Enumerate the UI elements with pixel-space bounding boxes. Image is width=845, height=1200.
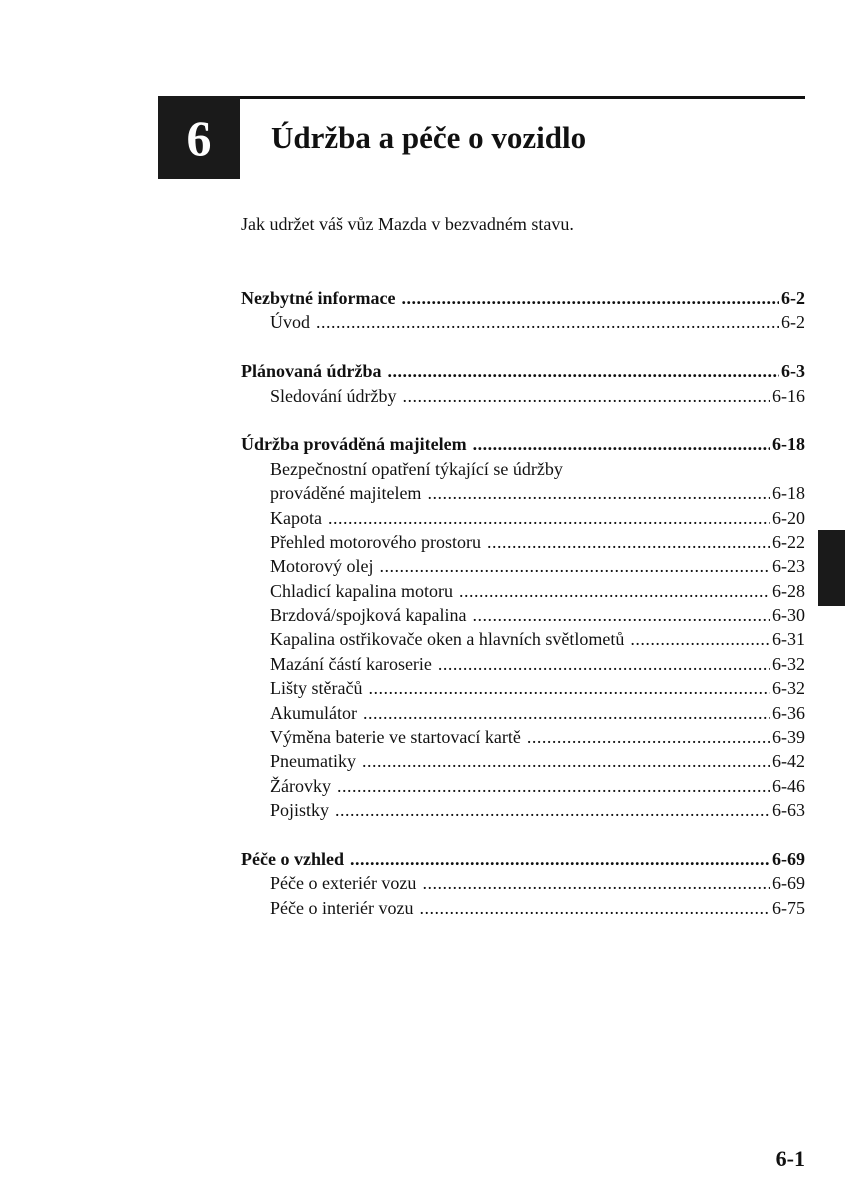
toc-section bbox=[241, 847, 805, 920]
dot-leader bbox=[368, 676, 770, 700]
chapter-side-tab bbox=[818, 530, 845, 606]
toc-entry-label: Žárovky bbox=[270, 775, 331, 796]
toc-entry[interactable] bbox=[241, 701, 805, 725]
toc-entry[interactable] bbox=[241, 652, 805, 676]
toc-entry[interactable] bbox=[241, 774, 805, 798]
toc-entry[interactable] bbox=[241, 871, 805, 895]
dot-leader bbox=[380, 554, 771, 578]
toc-entry-page: 6-32 bbox=[772, 653, 805, 674]
toc-entry[interactable] bbox=[241, 627, 805, 651]
toc-entry-page: 6-63 bbox=[772, 800, 805, 821]
toc-entry-label: Bezpečnostní opatření týkající se údržby bbox=[270, 458, 563, 479]
toc-entry-page: 6-28 bbox=[772, 580, 805, 601]
toc-entry-label: Péče o interiér vozu bbox=[270, 897, 414, 918]
toc-entry[interactable] bbox=[241, 554, 805, 578]
dot-leader bbox=[363, 701, 770, 725]
dot-leader bbox=[438, 652, 770, 676]
dot-leader bbox=[427, 481, 770, 505]
dot-leader bbox=[335, 798, 770, 822]
toc-entry[interactable] bbox=[241, 457, 805, 481]
toc-entry-label: Lišty stěračů bbox=[270, 678, 363, 699]
dot-leader bbox=[527, 725, 770, 749]
toc-entry[interactable] bbox=[241, 506, 805, 530]
toc-entry-page: 6-75 bbox=[772, 897, 805, 918]
toc-entry-page: 6-30 bbox=[772, 605, 805, 626]
toc-entry[interactable] bbox=[241, 798, 805, 822]
toc-section bbox=[241, 359, 805, 408]
toc-entry-page: 6-23 bbox=[772, 556, 805, 577]
dot-leader bbox=[422, 871, 770, 895]
toc-section-heading[interactable] bbox=[241, 847, 805, 871]
toc-entry[interactable] bbox=[241, 530, 805, 554]
toc-entry-page: 6-20 bbox=[772, 507, 805, 528]
dot-leader bbox=[419, 896, 770, 920]
toc-section-heading[interactable] bbox=[241, 432, 805, 456]
toc-entry-continuation-label: prováděné majitelem bbox=[270, 483, 422, 504]
toc-entry-page: 6-36 bbox=[772, 702, 805, 723]
toc-entry[interactable] bbox=[241, 310, 805, 334]
toc-section-heading-label: Nezbytné informace bbox=[241, 288, 396, 308]
toc-entry-label: Motorový olej bbox=[270, 556, 374, 577]
dot-leader bbox=[316, 310, 779, 334]
dot-leader bbox=[472, 603, 770, 627]
toc-entry-page: 6-22 bbox=[772, 531, 805, 552]
toc-entry-page: 6-39 bbox=[772, 727, 805, 748]
toc-entry-label: Přehled motorového prostoru bbox=[270, 531, 481, 552]
toc-entry-label: Brzdová/spojková kapalina bbox=[270, 605, 467, 626]
toc-section-heading-page: 6-3 bbox=[781, 361, 805, 382]
toc-entry[interactable] bbox=[241, 603, 805, 627]
toc-entry-label: Chladicí kapalina motoru bbox=[270, 580, 453, 601]
toc-entry[interactable] bbox=[241, 896, 805, 920]
dot-leader bbox=[328, 506, 770, 530]
toc-entry-label: Pojistky bbox=[270, 800, 330, 821]
dot-leader bbox=[350, 847, 770, 871]
toc-entry-page: 6-46 bbox=[772, 775, 805, 796]
toc-entry-label: Péče o exteriér vozu bbox=[270, 873, 417, 894]
toc-entry-label: Pneumatiky bbox=[270, 751, 356, 772]
chapter-title: Údržba a péče o vozidlo bbox=[271, 120, 587, 155]
toc-section-heading-page: 6-2 bbox=[781, 288, 805, 308]
dot-leader bbox=[487, 530, 770, 554]
toc-entry-label: Úvod bbox=[270, 312, 310, 333]
toc-entry[interactable] bbox=[241, 384, 805, 408]
toc-entry-label: Výměna baterie ve startovací kartě bbox=[270, 727, 521, 748]
toc-entry-label: Akumulátor bbox=[270, 702, 357, 723]
toc-entry-continuation-page: 6-18 bbox=[772, 483, 805, 504]
toc-entry-page: 6-42 bbox=[772, 751, 805, 772]
toc-entry-label: Mazání částí karoserie bbox=[270, 653, 432, 674]
dot-leader bbox=[630, 627, 770, 651]
toc-entry-page: 6-16 bbox=[772, 385, 805, 406]
toc-entry[interactable] bbox=[241, 749, 805, 773]
toc-entry[interactable] bbox=[241, 725, 805, 749]
toc-entry-page: 6-31 bbox=[772, 629, 805, 650]
page-number: 6-1 bbox=[775, 1146, 805, 1171]
toc-entry[interactable] bbox=[241, 579, 805, 603]
toc-entry[interactable] bbox=[241, 676, 805, 700]
chapter-number-box bbox=[158, 96, 240, 179]
toc-section-heading-label: Péče o vzhled bbox=[241, 848, 344, 869]
toc-section bbox=[241, 286, 805, 335]
toc-entry-continuation[interactable] bbox=[241, 481, 805, 505]
toc-section-heading-label: Údržba prováděná majitelem bbox=[241, 434, 467, 455]
dot-leader bbox=[459, 579, 770, 603]
dot-leader bbox=[401, 286, 779, 310]
dot-leader bbox=[362, 749, 770, 773]
chapter-number: 6 bbox=[186, 109, 212, 166]
toc-entry-label: Kapota bbox=[270, 507, 322, 528]
dot-leader bbox=[402, 384, 770, 408]
intro-text: Jak udržet váš vůz Mazda v bezvadném stavu. bbox=[241, 214, 574, 234]
dot-leader bbox=[388, 359, 779, 383]
toc-entry-label: Sledování údržby bbox=[270, 385, 397, 406]
toc-entry-label: Kapalina ostřikovače oken a hlavních světlometů bbox=[270, 629, 625, 650]
toc-section-heading-page: 6-18 bbox=[772, 434, 805, 455]
header-rule bbox=[158, 96, 805, 99]
toc-section-heading[interactable] bbox=[241, 286, 805, 310]
toc-section bbox=[241, 432, 805, 822]
toc-entry-page: 6-69 bbox=[772, 873, 805, 894]
toc-section-heading-label: Plánovaná údržba bbox=[241, 361, 382, 382]
table-of-contents bbox=[241, 286, 805, 945]
dot-leader bbox=[473, 432, 770, 456]
toc-section-heading[interactable] bbox=[241, 359, 805, 383]
toc-entry-page: 6-2 bbox=[781, 312, 805, 333]
toc-entry-page: 6-32 bbox=[772, 678, 805, 699]
dot-leader bbox=[337, 774, 770, 798]
toc-section-heading-page: 6-69 bbox=[772, 848, 805, 869]
